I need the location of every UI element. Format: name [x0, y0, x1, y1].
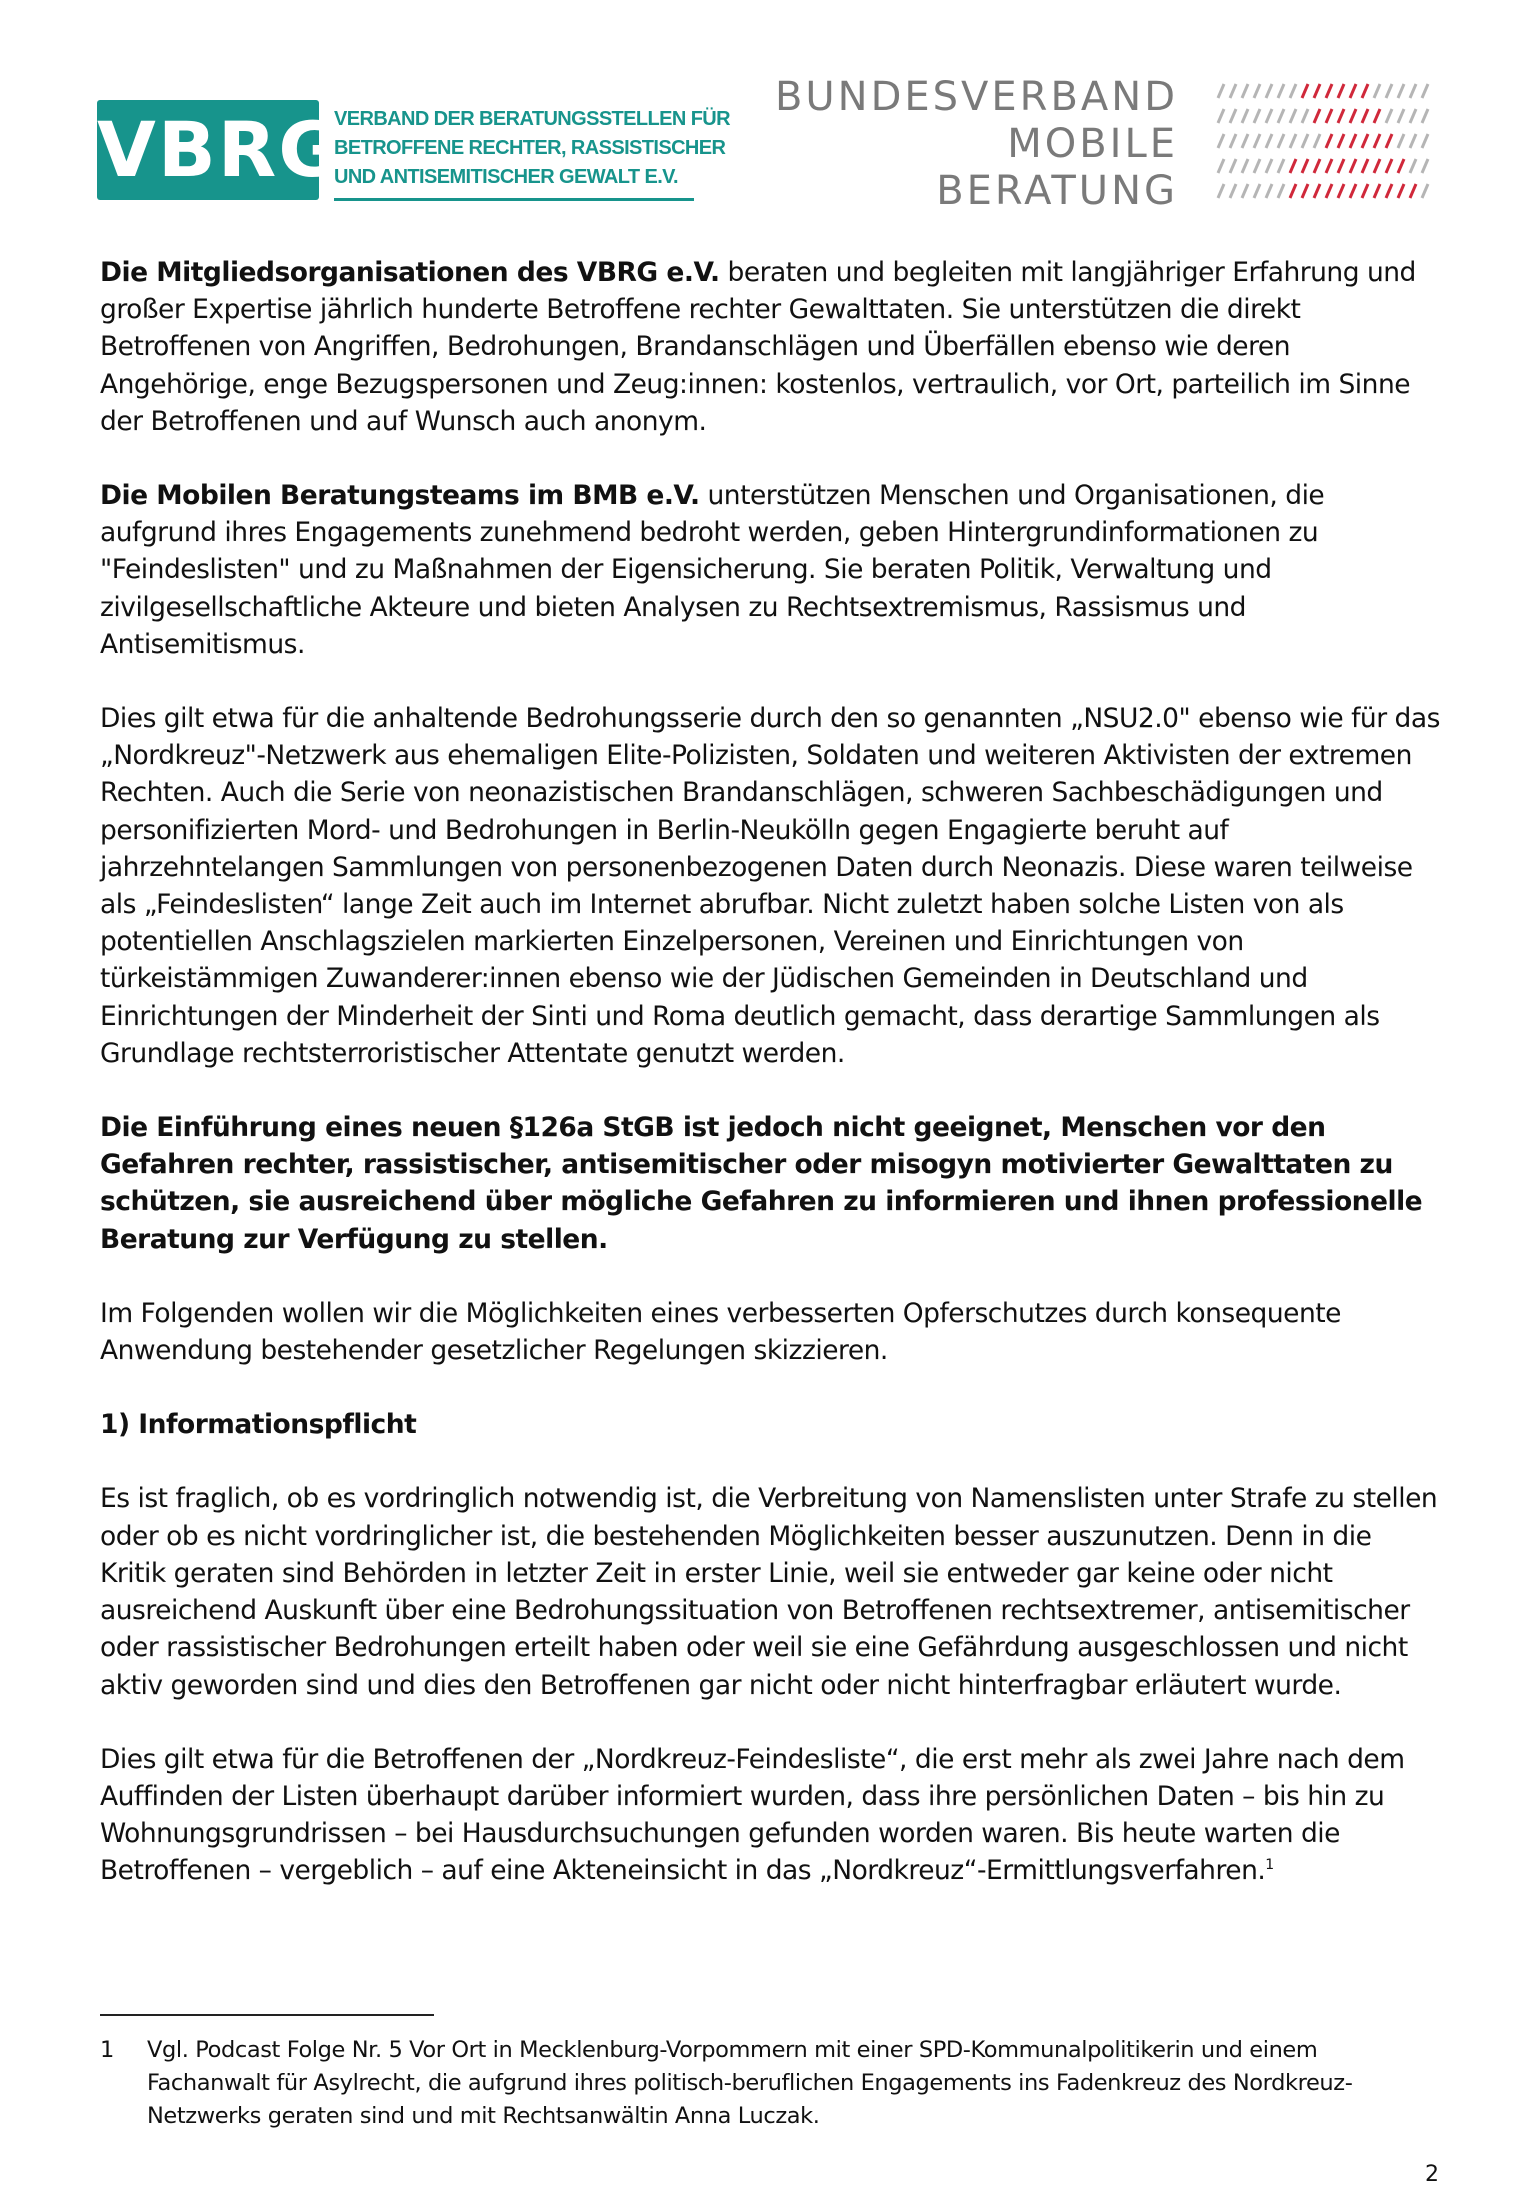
bmb-stripe-red	[1386, 159, 1392, 173]
bmb-stripe-grey	[1278, 159, 1284, 173]
vbrg-org-line: VERBAND DER BERATUNGSSTELLEN FÜR	[334, 108, 730, 130]
paragraph-threat-series: Dies gilt etwa für die anhaltende Bedrohungsserie durch den so genannten „NSU2.0" ebenso wie für das „Nordkreuz"-Netzwerk aus ehemaligen Elite-Polizisten, Soldaten und weiteren Aktivisten der extremen Rechten. Auch die Serie von neonazistischen Brandanschlägen, schweren Sachbeschädigungen und personifizierten Mord- und Bedrohungen in Berlin-Neukölln gegen Engagierte beruht auf jahrzehntelangen Sammlungen von personenbezogenen Daten durch Neonazis. Diese waren teilweise als „Feindeslisten“ lange Zeit auch im Internet abrufbar. Nicht zuletzt haben solche Listen von als potentiellen Anschlagszielen markierten Einzelpersonen, Vereinen und Einrichtungen von türkeistämmigen Zuwanderer:innen ebenso wie der Jüdischen Gemeinden in Deutschland und Einrichtungen der Minderheit der Sinti und Roma deutlich gemacht, dass derartige Sammlungen als Grundlage rechtsterroristischer Attentate genutzt werden.	[100, 703, 1440, 1069]
bmb-stripe-grey	[1302, 109, 1308, 123]
bmb-stripe-grey	[1422, 159, 1428, 173]
bmb-stripe-grey	[1422, 134, 1428, 148]
vbrg-logo: VBRG	[97, 100, 319, 200]
bmb-stripe-grey	[1218, 84, 1224, 98]
bmb-stripe-grey	[1266, 184, 1272, 198]
bmb-stripe-grey	[1266, 84, 1272, 98]
bmb-stripe-red	[1338, 134, 1344, 148]
paragraph-key-statement: Die Einführung eines neuen §126a StGB ist jedoch nicht geeignet, Menschen vor den Gefahren rechter, rassistischer, antisemitischer oder misogyn motivierter Gewalttaten zu schützen, sie ausreichend über mögliche Gefahren zu informieren und ihnen professionelle Beratung zur Verfügung zu stellen.	[100, 1112, 1423, 1255]
bmb-stripe-grey	[1410, 109, 1416, 123]
bmb-stripe-grey	[1386, 84, 1392, 98]
bmb-stripe-red	[1326, 109, 1332, 123]
bmb-stripe-grey	[1410, 159, 1416, 173]
bmb-stripe-red	[1350, 184, 1356, 198]
bmb-stripe-red	[1350, 134, 1356, 148]
bmb-stripe-grey	[1422, 84, 1428, 98]
footnote-divider	[100, 2014, 434, 2016]
bmb-stripe-grey	[1398, 84, 1404, 98]
bmb-stripe-grey	[1218, 109, 1224, 123]
bmb-stripe-grey	[1398, 109, 1404, 123]
bmb-stripe-grey	[1230, 184, 1236, 198]
bmb-stripe-red	[1374, 184, 1380, 198]
vbrg-organisation-name	[334, 105, 730, 201]
bmb-logo-line: BERATUNG	[936, 168, 1178, 214]
bmb-stripe-grey	[1410, 84, 1416, 98]
vbrg-org-line: BETROFFENE RECHTER, RASSISTISCHER	[334, 137, 726, 159]
bmb-stripes-logo	[1212, 80, 1434, 208]
bmb-stripe-grey	[1218, 159, 1224, 173]
paragraph-bmb-lead: Die Mobilen Beratungsteams im BMB e.V.	[100, 480, 700, 512]
bmb-stripe-red	[1374, 134, 1380, 148]
footnote-reference[interactable]: 1	[1265, 1857, 1274, 1874]
bmb-stripe-grey	[1266, 134, 1272, 148]
bmb-stripe-grey	[1386, 109, 1392, 123]
bmb-stripe-red	[1302, 184, 1308, 198]
bmb-stripe-red	[1338, 109, 1344, 123]
bmb-stripe-grey	[1374, 84, 1380, 98]
bmb-stripe-grey	[1410, 134, 1416, 148]
footnote	[100, 2034, 1440, 2133]
bmb-stripe-grey	[1230, 134, 1236, 148]
bmb-stripe-red	[1314, 159, 1320, 173]
bmb-stripe-grey	[1302, 134, 1308, 148]
bmb-stripe-grey	[1230, 159, 1236, 173]
paragraph-bmb	[100, 477, 1440, 663]
bmb-stripe-red	[1290, 159, 1296, 173]
page-header	[0, 0, 1534, 230]
paragraph-intro-proposals: Im Folgenden wollen wir die Möglichkeiten eines verbesserten Opferschutzes durch konsequente Anwendung bestehender gesetzlicher Regelungen skizzieren.	[100, 1297, 1341, 1367]
bmb-stripe-grey	[1242, 159, 1248, 173]
bmb-stripe-red	[1362, 184, 1368, 198]
bmb-stripe-grey	[1230, 84, 1236, 98]
bmb-stripe-grey	[1266, 159, 1272, 173]
bmb-stripe-red	[1350, 109, 1356, 123]
bmb-stripe-grey	[1290, 109, 1296, 123]
bmb-stripe-grey	[1278, 134, 1284, 148]
bmb-stripe-red	[1338, 184, 1344, 198]
paragraph-information-duty: Es ist fraglich, ob es vordringlich notwendig ist, die Verbreitung von Namenslisten unter Strafe zu stellen oder ob es nicht vordringlicher ist, die bestehenden Möglichkeiten besser auszunutzen. Denn in die Kritik geraten sind Behörden in letzter Zeit in erster Linie, weil sie entweder gar keine oder nicht ausreichend Auskunft über eine Bedrohungssituation von Betroffenen rechtsextremer, antisemitischer oder rassistischer Bedrohungen erteilt haben oder weil sie eine Gefährdung ausgeschlossen und nicht aktiv geworden sind und dies den Betroffenen gar nicht oder nicht hinterfragbar erläutert wurde.	[100, 1483, 1438, 1701]
bmb-stripe-red	[1362, 159, 1368, 173]
bmb-stripe-grey	[1422, 109, 1428, 123]
bmb-logo-line: MOBILE	[1007, 121, 1178, 167]
bmb-stripe-red	[1374, 109, 1380, 123]
footnote-text: Vgl. Podcast Folge Nr. 5 Vor Ort in Mecklenburg-Vorpommern mit einer SPD-Kommunalpolitikerin und einem Fachanwalt für Asylrecht, die aufgrund ihres politisch-beruflichen Engagements ins Fadenkreuz des Nordkreuz-Netzwerks geraten sind und mit Rechtsanwältin Anna Luczak.	[147, 2037, 1353, 2129]
bmb-stripe-red	[1362, 134, 1368, 148]
bmb-stripe-grey	[1266, 109, 1272, 123]
bmb-stripe-red	[1314, 184, 1320, 198]
document-body	[100, 254, 1440, 1927]
paragraph-vbrg-text: beraten und begleiten mit langjähriger Erfahrung und großer Expertise jährlich hunderte Betroffene rechter Gewalttaten. Sie unterstützen die direkt Betroffenen von Angriffen, Bedrohungen, Brandanschlägen und Überfällen ebenso wie deren Angehörige, enge Bezugspersonen und Zeug:innen: kostenlos, vertraulich, vor Ort, parteilich im Sinne der Betroffenen und auf Wunsch auch anonym.	[100, 257, 1416, 437]
bmb-stripe-red	[1362, 84, 1368, 98]
bmb-stripe-red	[1398, 159, 1404, 173]
bmb-stripe-red	[1326, 134, 1332, 148]
bmb-stripe-red	[1338, 84, 1344, 98]
bmb-stripe-red	[1386, 184, 1392, 198]
bmb-stripe-grey	[1278, 84, 1284, 98]
footnote-number: 1	[100, 2037, 114, 2063]
bmb-stripe-red	[1326, 184, 1332, 198]
bmb-stripe-red	[1350, 84, 1356, 98]
bmb-stripe-red	[1326, 84, 1332, 98]
bmb-stripe-grey	[1254, 134, 1260, 148]
bmb-stripe-grey	[1254, 109, 1260, 123]
bmb-stripe-grey	[1242, 109, 1248, 123]
bmb-stripe-red	[1302, 84, 1308, 98]
page-number: 2	[1425, 2162, 1439, 2187]
bmb-stripe-red	[1314, 84, 1320, 98]
paragraph-nordkreuz-text: Dies gilt etwa für die Betroffenen der „Nordkreuz-Feindesliste“, die erst mehr als zwei Jahre nach dem Auffinden der Listen überhaupt darüber informiert wurden, dass ihre persönlichen Daten – bis hin zu Wohnungsgrundrissen – bei Hausdurchsuchungen gefunden worden waren. Bis heute warten die Betroffenen – vergeblich – auf eine Akteneinsicht in das „Nordkreuz“-Ermittlungsverfahren.	[100, 1743, 1405, 1887]
section-heading-informationspflicht: 1) Informationspflicht	[100, 1409, 417, 1441]
paragraph-vbrg	[100, 254, 1440, 440]
bmb-stripe-red	[1314, 109, 1320, 123]
bmb-stripe-red	[1362, 109, 1368, 123]
bmb-stripe-red	[1290, 184, 1296, 198]
bmb-stripe-grey	[1290, 134, 1296, 148]
bmb-stripe-grey	[1422, 184, 1428, 198]
bmb-logo-line: BUNDESVERBAND	[774, 74, 1178, 120]
bmb-stripe-grey	[1254, 84, 1260, 98]
bmb-stripe-grey	[1278, 184, 1284, 198]
paragraph-vbrg-lead: Die Mitgliedsorganisationen des VBRG e.V.	[100, 257, 720, 288]
bmb-stripe-red	[1338, 159, 1344, 173]
bmb-stripe-grey	[1218, 184, 1224, 198]
bmb-stripe-red	[1398, 184, 1404, 198]
bmb-stripe-red	[1326, 159, 1332, 173]
bmb-stripe-grey	[1218, 134, 1224, 148]
bmb-stripe-red	[1350, 159, 1356, 173]
bmb-logo-text	[775, 74, 1178, 215]
bmb-stripe-red	[1374, 159, 1380, 173]
bmb-stripe-red	[1302, 159, 1308, 173]
bmb-stripe-red	[1410, 184, 1416, 198]
bmb-stripe-grey	[1254, 184, 1260, 198]
bmb-stripe-grey	[1254, 159, 1260, 173]
bmb-stripe-grey	[1398, 134, 1404, 148]
paragraph-bmb-text: unterstützen Menschen und Organisationen, die aufgrund ihres Engagements zunehmend bedroht werden, geben Hintergrundinformationen zu "Feindeslisten" und zu Maßnahmen der Eigensicherung. Sie beraten Politik, Verwaltung und zivilgesellschaftliche Akteure und bieten Analysen zu Rechtsextremismus, Rassismus und Antisemitismus.	[100, 480, 1325, 660]
bmb-stripe-grey	[1230, 109, 1236, 123]
vbrg-org-line: UND ANTISEMITISCHER GEWALT E.V.	[334, 166, 679, 188]
bmb-stripe-grey	[1242, 134, 1248, 148]
bmb-stripe-grey	[1242, 184, 1248, 198]
paragraph-nordkreuz	[100, 1741, 1440, 1890]
bmb-stripe-grey	[1290, 84, 1296, 98]
bmb-stripe-red	[1386, 134, 1392, 148]
bmb-stripe-grey	[1314, 134, 1320, 148]
bmb-stripe-grey	[1278, 109, 1284, 123]
bmb-stripe-grey	[1242, 84, 1248, 98]
